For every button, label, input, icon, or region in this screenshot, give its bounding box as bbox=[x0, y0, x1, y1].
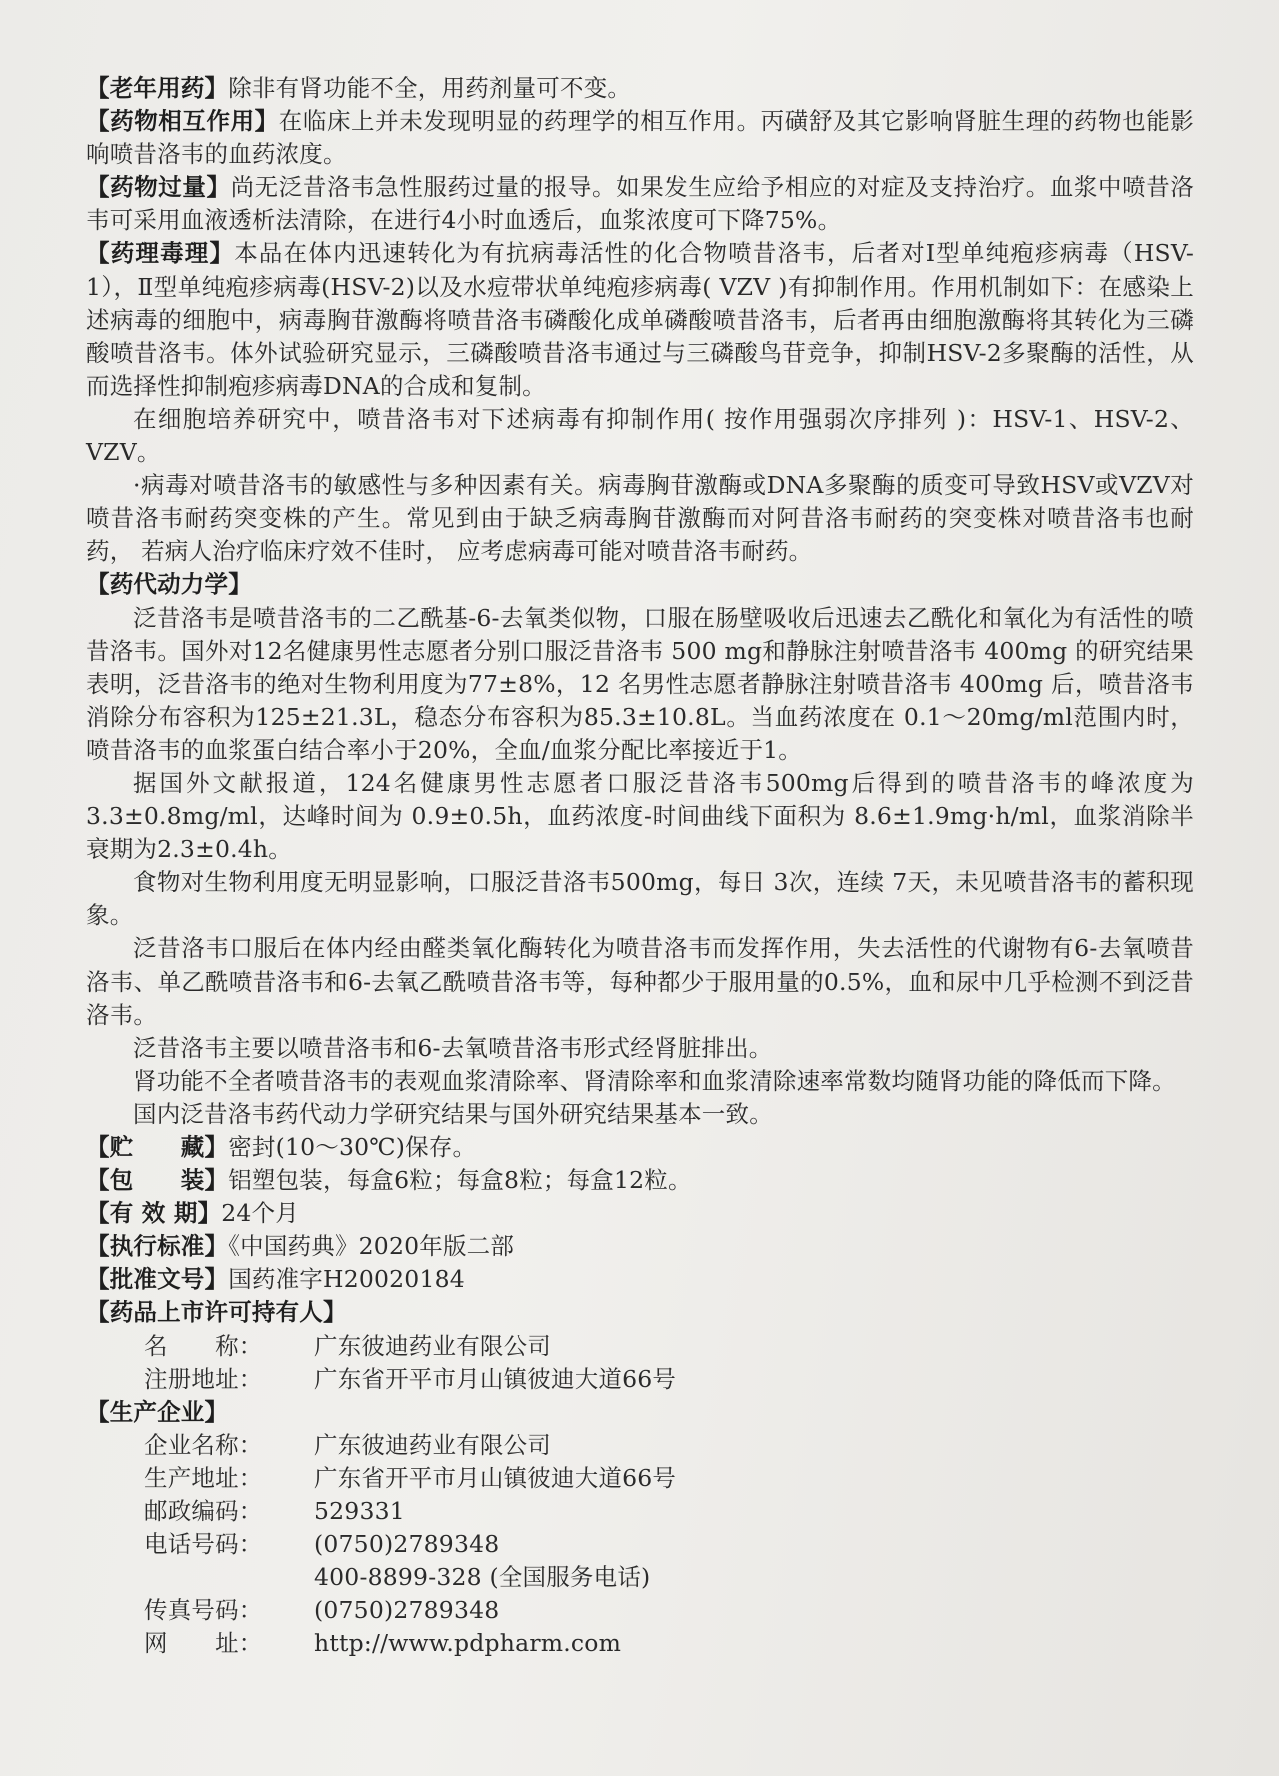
section-title: 【执行标准】 bbox=[86, 1232, 229, 1261]
section-title: 【有 效 期】 bbox=[86, 1199, 222, 1228]
manufacturer-row bbox=[86, 1627, 1194, 1660]
section-geriatric bbox=[86, 72, 1194, 105]
holder-row bbox=[86, 1330, 1194, 1363]
section-body: 本品在体内迅速转化为有抗病毒活性的化合物喷昔洛韦，后者对Ⅰ型单纯疱疹病毒（HSV-1），Ⅱ型单纯疱疹病毒(HSV-2)以及水痘带状单纯疱疹病毒( VZV )有抑制作用。作用机制如下：在感染上述病毒的细胞中，病毒胸苷激酶将喷昔洛韦磷酸化成单磷酸喷昔洛韦，后者再由细胞激酶将其转化为三磷酸喷昔洛韦。体外试验研究显示，三磷酸喷昔洛韦通过与三磷酸鸟苷竞争，抑制HSV-2多聚酶的活性，从而选择性抑制疱疹病毒DNA的合成和复制。 bbox=[86, 239, 1194, 400]
row-label: 企业名称： bbox=[144, 1430, 263, 1459]
row-label: 邮政编码： bbox=[144, 1497, 263, 1526]
paragraph: 泛昔洛韦主要以喷昔洛韦和6-去氧喷昔洛韦形式经肾脏排出。 bbox=[133, 1033, 773, 1062]
section-body: 铝塑包装，每盒6粒；每盒8粒；每盒12粒。 bbox=[228, 1166, 692, 1195]
paragraph: 泛昔洛韦口服后在体内经由醛类氧化酶转化为喷昔洛韦而发挥作用，失去活性的代谢物有6-去氧喷昔洛韦、单乙酰喷昔洛韦和6-去氧乙酰喷昔洛韦等，每种都少于服用量的0.5%，血和尿中几乎检测不到泛昔洛韦。 bbox=[86, 934, 1194, 1029]
section-storage bbox=[86, 1131, 1194, 1164]
section-title-holder: 【药品上市许可持有人】 bbox=[86, 1298, 347, 1327]
section-standard bbox=[86, 1230, 1194, 1263]
manufacturer-row bbox=[86, 1462, 1194, 1495]
row-label: 传真号码： bbox=[144, 1596, 263, 1625]
service-phone: 400-8899-328 (全国服务电话) bbox=[314, 1563, 651, 1592]
website-link: http://www.pdpharm.com bbox=[314, 1629, 622, 1658]
row-label: 网 址： bbox=[144, 1629, 263, 1658]
section-approval-number bbox=[86, 1263, 1194, 1296]
row-label: 注册地址： bbox=[144, 1364, 263, 1393]
paragraph: 肾功能不全者喷昔洛韦的表观血浆清除率、肾清除率和血浆清除速率常数均随肾功能的降低而下降。 bbox=[133, 1066, 1176, 1095]
row-value: (0750)2789348 bbox=[314, 1596, 500, 1625]
row-value: 广东省开平市月山镇彼迪大道66号 bbox=[314, 1463, 677, 1492]
manufacturer-row bbox=[86, 1594, 1194, 1627]
manufacturer-row bbox=[86, 1429, 1194, 1462]
row-label: 生产地址： bbox=[144, 1463, 263, 1492]
section-interactions bbox=[86, 105, 1194, 171]
insert-text bbox=[86, 72, 1194, 1661]
paragraph: 食物对生物利用度无明显影响，口服泛昔洛韦500mg，每日 3次，连续 7天，未见喷昔洛韦的蓄积现象。 bbox=[86, 868, 1194, 930]
paragraph: 泛昔洛韦是喷昔洛韦的二乙酰基-6-去氧类似物，口服在肠壁吸收后迅速去乙酰化和氧化为有活性的喷昔洛韦。国外对12名健康男性志愿者分别口服泛昔洛韦 500 mg和静脉注射喷昔洛韦 400mg 的研究结果表明，泛昔洛韦的绝对生物利用度为77±8%，12 名男性志愿者静脉注射喷昔洛韦 400mg 后，喷昔洛韦消除分布容积为125±21.3L，稳态分布容积为85.3±10.8L。当血药浓度在 0.1～20mg/ml范围内时，喷昔洛韦的血浆蛋白结合率小于20%，全血/血浆分配比率接近于1。 bbox=[86, 603, 1194, 764]
section-body: 除非有肾功能不全，用药剂量可不变。 bbox=[228, 74, 632, 102]
section-title: 【药物相互作用】 bbox=[86, 107, 279, 136]
paragraph: 国内泛昔洛韦药代动力学研究结果与国外研究结果基本一致。 bbox=[133, 1099, 773, 1128]
section-body: 《中国药典》2020年版二部 bbox=[228, 1232, 515, 1261]
section-shelf-life bbox=[86, 1197, 1194, 1230]
row-label: 名 称： bbox=[144, 1331, 263, 1360]
section-body: 国药准字H20020184 bbox=[228, 1265, 465, 1294]
row-value: 广东省开平市月山镇彼迪大道66号 bbox=[314, 1364, 677, 1393]
section-title: 【药物过量】 bbox=[86, 173, 231, 202]
section-body: 24个月 bbox=[221, 1199, 299, 1228]
section-overdose bbox=[86, 171, 1194, 237]
paragraph: 据国外文献报道，124名健康男性志愿者口服泛昔洛韦500mg后得到的喷昔洛韦的峰浓度为3.3±0.8mg/ml，达峰时间为 0.9±0.5h，血药浓度-时间曲线下面积为 8.6±1.9mg·h/ml，血浆消除半衰期为2.3±0.4h。 bbox=[86, 768, 1194, 864]
section-pharmacology bbox=[86, 237, 1194, 402]
section-body: 密封(10～30℃)保存。 bbox=[228, 1133, 477, 1161]
row-value: 广东彼迪药业有限公司 bbox=[314, 1430, 551, 1459]
section-title: 【药理毒理】 bbox=[86, 239, 235, 268]
section-title: 【老年用药】 bbox=[86, 74, 229, 102]
holder-row bbox=[86, 1363, 1194, 1396]
section-title-manufacturer: 【生产企业】 bbox=[86, 1397, 229, 1426]
row-label: 电话号码： bbox=[144, 1530, 263, 1559]
row-value: 广东彼迪药业有限公司 bbox=[314, 1331, 551, 1360]
row-value: (0750)2789348 bbox=[314, 1530, 500, 1559]
manufacturer-row bbox=[86, 1528, 1194, 1561]
section-body: 尚无泛昔洛韦急性服药过量的报导。如果发生应给予相应的对症及支持治疗。血浆中喷昔洛韦可采用血液透析法清除，在进行4小时血透后，血浆浓度可下降75%。 bbox=[86, 173, 1195, 235]
section-title: 【包 装】 bbox=[86, 1166, 229, 1195]
section-title-pharmacokinetics: 【药代动力学】 bbox=[86, 570, 252, 599]
paragraph: 在细胞培养研究中，喷昔洛韦对下述病毒有抑制作用( 按作用强弱次序排列 )：HSV-1、HSV-2、VZV。 bbox=[86, 404, 1194, 467]
manufacturer-row bbox=[86, 1495, 1194, 1528]
section-title: 【贮 藏】 bbox=[86, 1133, 229, 1161]
section-package bbox=[86, 1164, 1194, 1197]
paragraph: ·病毒对喷昔洛韦的敏感性与多种因素有关。病毒胸苷激酶或DNA多聚酶的质变可导致HSV或VZV对喷昔洛韦耐药突变株的产生。常见到由于缺乏病毒胸苷激酶而对阿昔洛韦耐药的突变株对喷昔洛韦也耐药， 若病人治疗临床疗效不佳时， 应考虑病毒可能对喷昔洛韦耐药。 bbox=[86, 471, 1194, 566]
section-title: 【批准文号】 bbox=[86, 1265, 229, 1294]
row-value: 529331 bbox=[314, 1497, 405, 1526]
section-body: 在临床上并未发现明显的药理学的相互作用。丙磺舒及其它影响肾脏生理的药物也能影响喷昔洛韦的血药浓度。 bbox=[86, 107, 1194, 169]
